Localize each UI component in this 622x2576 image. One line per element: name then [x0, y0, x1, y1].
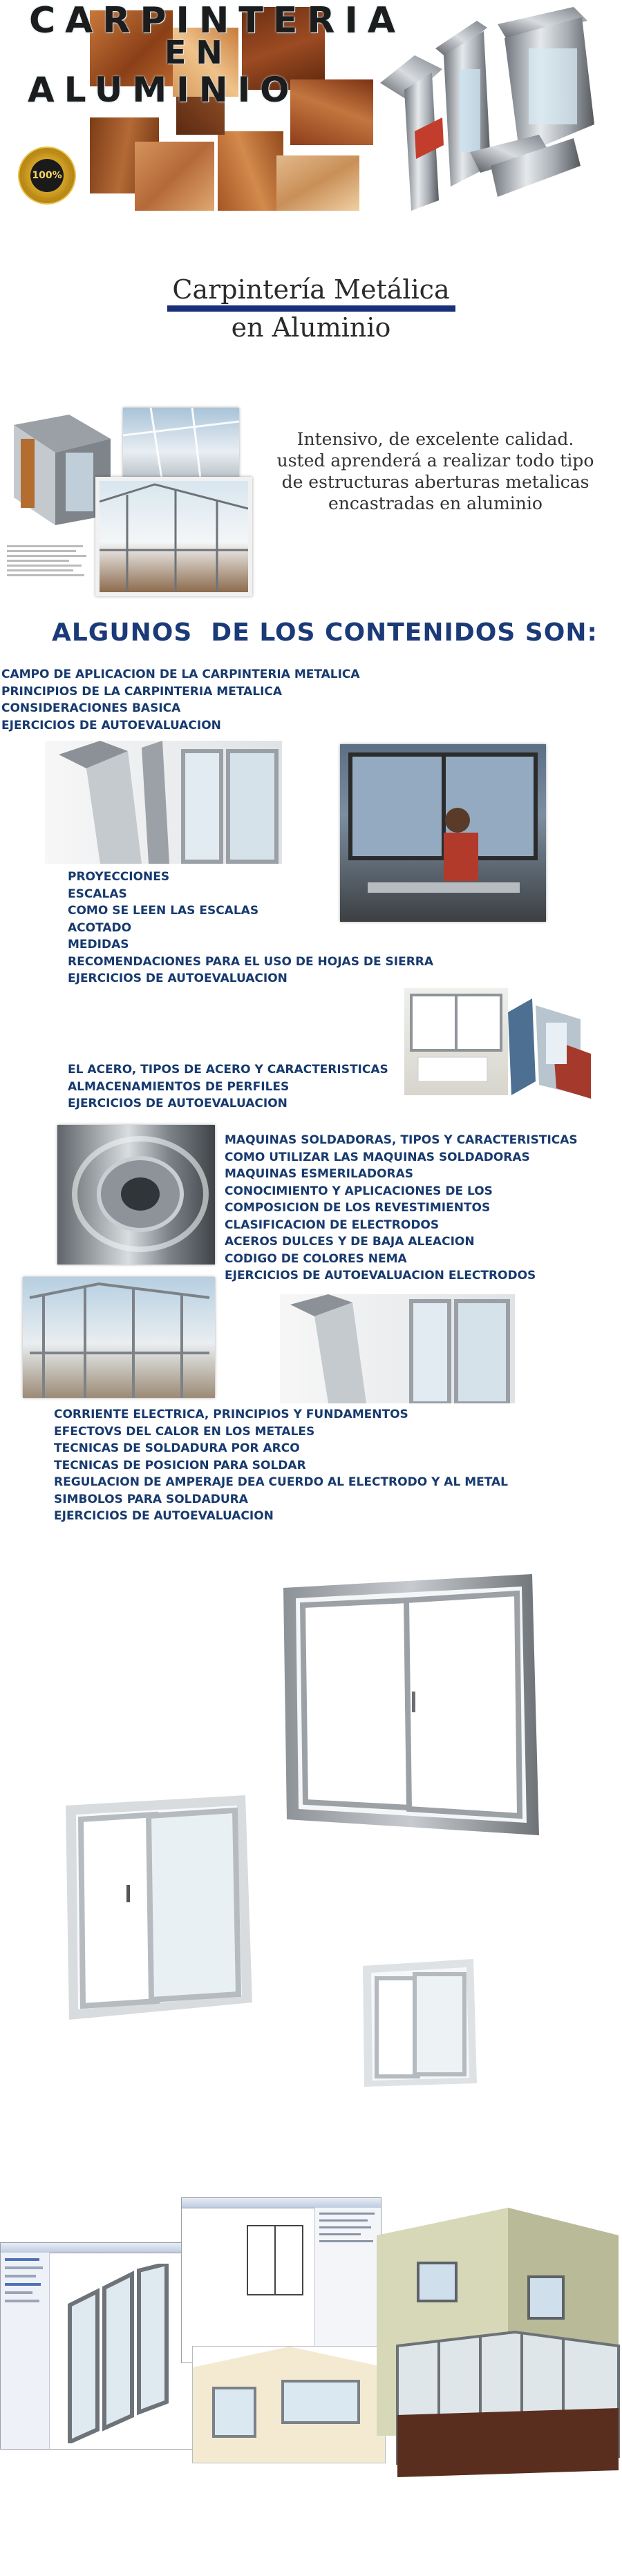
content-item: MAQUINAS SOLDADORAS, TIPOS Y CARACTERISTICAS — [225, 1133, 578, 1147]
aluminum-frame-photo — [45, 741, 282, 864]
content-item: EFECTOVS DEL CALOR EN LOS METALES — [54, 1424, 315, 1439]
cad-screenshot-center — [181, 2197, 381, 2363]
content-item: EL ACERO, TIPOS DE ACERO Y CARACTERISTICAS — [68, 1063, 388, 1077]
contents-heading: ALGUNOS DE LOS CONTENIDOS SON: — [52, 618, 598, 647]
content-item: ESCALAS — [68, 887, 127, 901]
sunroom-photo — [95, 477, 252, 596]
content-item: COMO UTILIZAR LAS MAQUINAS SOLDADORAS — [225, 1150, 530, 1164]
wood-tile — [276, 155, 359, 211]
intro-line: encastradas en aluminio — [328, 493, 543, 513]
cad-frame-drawing — [241, 2219, 310, 2302]
banner-title-line1: CARPINTERIA — [29, 0, 406, 41]
content-item: CLASIFICACION DE ELECTRODOS — [225, 1218, 440, 1232]
content-item: SIMBOLOS PARA SOLDADURA — [54, 1492, 248, 1506]
sliding-window-white — [66, 1795, 252, 2020]
cad-table-panel — [314, 2208, 381, 2362]
glass-enclosure-svg — [23, 1277, 215, 1398]
intro-line: de estructuras aberturas metalicas — [281, 472, 590, 492]
content-item: COMO SE LEEN LAS ESCALAS — [68, 904, 259, 918]
quality-seal — [22, 151, 72, 200]
content-item: CONOCIMIENTO Y APLICACIONES DE LOS — [225, 1184, 493, 1198]
steel-coil-photo — [57, 1125, 215, 1265]
content-item: TECNICAS DE SOLDADURA POR ARCO — [54, 1441, 300, 1455]
contents-group-3 — [68, 1061, 388, 1112]
wood-tile — [290, 79, 373, 145]
wood-tile — [135, 142, 214, 211]
glass-enclosure-photo — [23, 1277, 215, 1398]
wood-tile — [218, 131, 283, 211]
cad-room-model — [193, 2347, 385, 2463]
content-item: CONSIDERACIONES BASICA — [1, 701, 181, 715]
content-item: EJERCICIOS DE AUTOEVALUACION — [54, 1509, 274, 1523]
page-title — [0, 274, 622, 343]
cad-toolbar — [182, 2198, 381, 2208]
cad-side-panel — [1, 2253, 50, 2449]
title-underline — [167, 305, 455, 312]
content-item: COMPOSICION DE LOS REVESTIMIENTOS — [225, 1201, 491, 1215]
house-3d-model — [377, 2208, 622, 2477]
content-item: PRINCIPIOS DE LA CARPINTERIA METALICA — [1, 684, 283, 699]
glass-pane — [460, 69, 480, 152]
banner-title-line3: ALUMINIO — [28, 70, 299, 110]
quality-seal-inner — [30, 159, 64, 192]
intro-line: Intensivo, de excelente calidad. — [296, 429, 574, 449]
page-title-line2: en Aluminio — [231, 312, 391, 343]
cad-window-model — [56, 2264, 194, 2443]
contents-group-2 — [68, 869, 433, 987]
content-item: ACOTADO — [68, 920, 132, 935]
content-item: EJERCICIOS DE AUTOEVALUACION ELECTRODOS — [225, 1269, 536, 1282]
aluminum-frame-photo-2 — [280, 1294, 515, 1403]
content-item: RECOMENDACIONES PARA EL USO DE HOJAS DE SIERRA — [68, 954, 434, 969]
banner-title-line2: EN — [164, 34, 232, 71]
content-item: CORRIENTE ELECTRICA, PRINCIPIOS Y FUNDAMENTOS — [54, 1408, 408, 1421]
content-item: EJERCICIOS DE AUTOEVALUACION — [68, 1097, 288, 1110]
content-item: ACEROS DULCES Y DE BAJA ALEACION — [225, 1235, 475, 1249]
banner — [0, 0, 622, 228]
living-room-svg — [404, 988, 508, 1095]
contents-group-1 — [1, 666, 360, 734]
content-item: MAQUINAS ESMERILADORAS — [225, 1167, 414, 1181]
content-item: CODIGO DE COLORES NEMA — [225, 1251, 407, 1266]
cad-screenshot-bottom — [192, 2346, 386, 2463]
content-item: EJERCICIOS DE AUTOEVALUACION — [68, 972, 288, 985]
page-title-line1: Carpintería Metálica — [172, 274, 450, 305]
glass-pane — [529, 48, 577, 124]
contents-group-5 — [54, 1406, 508, 1525]
living-room-photo — [404, 988, 508, 1095]
sliding-window-large — [283, 1574, 539, 1835]
intro-line: usted aprenderá a realizar todo tipo — [276, 451, 594, 471]
content-item: ALMACENAMIENTOS DE PERFILES — [68, 1079, 290, 1094]
content-item: REGULACION DE AMPERAJE DEA CUERDO AL ELECTRODO Y AL METAL — [54, 1475, 508, 1489]
aluminum-profiles-illustration — [366, 7, 605, 214]
quality-seal-text: 100% — [32, 170, 62, 181]
content-item: PROYECCIONES — [68, 870, 170, 884]
sliding-window-small — [363, 1959, 477, 2087]
window-profile-svg — [505, 998, 594, 1099]
fine-print-block — [7, 542, 90, 584]
frame-svg-2 — [280, 1294, 515, 1403]
frame-svg — [45, 741, 282, 864]
content-item: CAMPO DE APLICACION DE LA CARPINTERIA METALICA — [1, 667, 360, 681]
window-profile-color-photo — [505, 998, 594, 1099]
content-item: TECNICAS DE POSICION PARA SOLDAR — [54, 1458, 306, 1472]
steel-coil-svg — [57, 1125, 215, 1265]
contents-group-4 — [225, 1132, 578, 1285]
intro-text — [263, 428, 608, 514]
content-item: MEDIDAS — [68, 938, 129, 951]
content-item: EJERCICIOS DE AUTOEVALUACION — [1, 718, 221, 732]
sunroom-svg — [100, 481, 248, 592]
